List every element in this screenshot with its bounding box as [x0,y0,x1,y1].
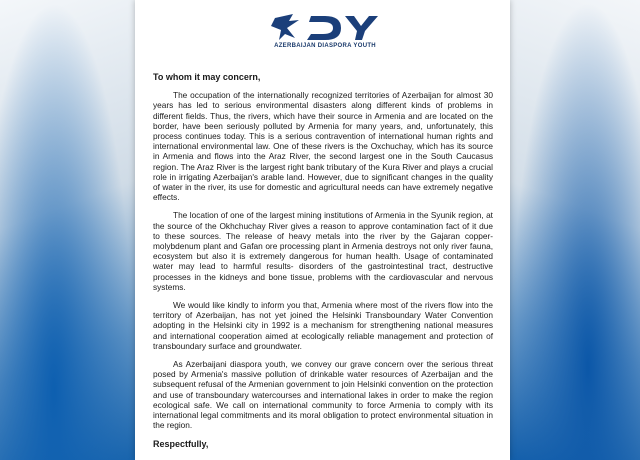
paragraph-1: The occupation of the internationally recognized territories of Azerbaijan for almost 30 years has led to serious environmental disasters along different kinds of problems in different fields. Thus, the rivers, which have their source in Armenia and are located on the border, have been seriously polluted by Armenia for many years, and, unfortunately, this process continues today. This is a serious contravention of international human rights and international environmental law. One of these rivers is the Oxchuchay, which has its source in Armenia and flows into the Araz River, the second largest one in the South Caucasus region. The Araz River is the largest right bank tributary of the Kura River and plays a crucial role in irrigating Azerbaijan's arable land. However, due to significant changes in the quality of water in the river, its use for domestic and agricultural needs can have extremely negative effects. [153,90,493,203]
letter-body [153,72,493,458]
logo-caption: AZERBAIJAN DIASPORA YOUTH [274,43,376,49]
background-left [0,0,135,460]
paragraph-3: We would like kindly to inform you that, Armenia where most of the rivers flow into the territory of Azerbaijan, has not yet joined the Helsinki Transboundary Water Convention adopting in the Helsinki city in 1992 is a mechanism for strengthening national measures and international cooperation aimed at ecologically reliable management and protection of transboundary surface and groundwater. [153,300,493,351]
background-right [510,0,640,460]
ady-logo-mark [265,12,385,44]
closing: Respectfully, [153,438,209,449]
paragraph-4: As Azerbaijani diaspora youth, we convey our grave concern over the serious threat posed by Armenia's massive pollution of drinkable water resources of Azerbaijan and the subsequent refusal of the Armenian government to join Helsinki convention on the protection and use of transboundary watercourses and international lakes in order to make the region ecological safe. We call on international community to force Armenia to comply with its international legal commitments and its moral obligation to protect environmental situation in the region. [153,359,493,431]
paragraph-2: The location of one of the largest mining institutions of Armenia in the Syunik region, at the source of the Okhchuchay River gives a reason to approve contamination fact of it due to these sources. The release of heavy metals into the river by the Gajaran copper-molybdenum plant and Gafan ore processing plant in Armenia destroys not only river fauna, ecosystem but also it is extremely dangerous for human health. Usage of contaminated water may lead to harmful results- disorders of the gastrointestinal tract, destructive processes in the kidneys and bone tissue, problems with the cardiovascular and nervous systems. [153,210,493,292]
ady-logo [265,12,385,52]
salutation: To whom it may concern, [153,72,261,82]
letter-page [135,0,510,460]
